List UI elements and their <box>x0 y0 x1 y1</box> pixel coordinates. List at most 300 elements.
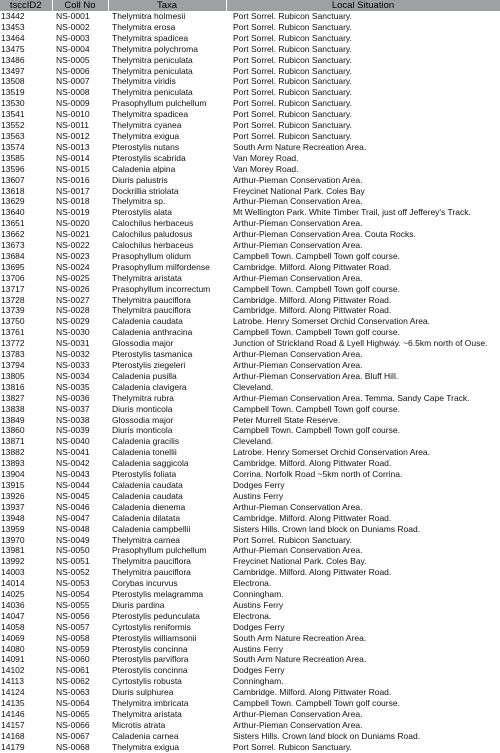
cell-tsccid2: 13442 <box>1 11 25 21</box>
cell-taxa: Caladenia saggicola <box>112 458 189 469</box>
table-row <box>0 698 500 709</box>
cell-tsccid2: 14047 <box>1 610 25 621</box>
table-row <box>0 502 500 513</box>
cell-taxa: Thelymitra exigua <box>112 130 180 141</box>
cell-taxa: Thelymitra pauciflora <box>112 305 191 316</box>
table-row <box>0 578 500 589</box>
cell-coll-no: NS-0037 <box>56 403 90 414</box>
cell-tsccid2: 13530 <box>1 98 25 109</box>
cell-taxa: Thelymitra pauciflora <box>112 556 191 567</box>
cell-local-situation: Arthur-Pieman Conservation Area. <box>233 174 363 185</box>
cell-taxa: Diuris monticola <box>112 403 173 414</box>
cell-tsccid2: 13937 <box>1 501 25 512</box>
cell-coll-no: NS-0049 <box>56 534 90 545</box>
cell-coll-no: NS-0056 <box>56 610 90 621</box>
cell-coll-no: NS-0034 <box>56 370 90 381</box>
cell-tsccid2: 14157 <box>1 719 25 730</box>
cell-local-situation: Van Morey Road. <box>233 152 299 163</box>
table-row <box>0 687 500 698</box>
cell-tsccid2: 14179 <box>1 741 25 752</box>
cell-coll-no: NS-0045 <box>56 490 90 501</box>
cell-tsccid2: 13981 <box>1 545 25 556</box>
cell-taxa: Thelymitra polychroma <box>112 43 198 54</box>
cell-local-situation: Port Sorrel. Rubicon Sanctuary. <box>233 43 352 54</box>
cell-coll-no: NS-0052 <box>56 567 90 578</box>
cell-local-situation: Arthur-Pieman Conservation Area. <box>233 218 363 229</box>
cell-tsccid2: 14113 <box>1 676 25 687</box>
cell-coll-no: NS-0010 <box>56 109 90 120</box>
cell-coll-no: NS-0054 <box>56 589 90 600</box>
cell-taxa: Pterostylis williamsonii <box>112 632 197 643</box>
cell-coll-no: NS-0062 <box>56 676 90 687</box>
cell-local-situation: Electrona. <box>233 610 272 621</box>
table-row <box>0 273 500 284</box>
cell-coll-no: NS-0044 <box>56 479 90 490</box>
cell-taxa: Thelymitra cyanea <box>112 120 182 131</box>
table-row <box>0 240 500 251</box>
cell-local-situation: Arthur-Pieman Conservation Area. Temma. Sandy Cape Track. <box>233 392 470 403</box>
table-row <box>0 305 500 316</box>
cell-taxa: Pterostylis scabrida <box>112 152 186 163</box>
cell-local-situation: Freycinet National Park. Coles Bay. <box>233 556 367 567</box>
table-row <box>0 469 500 480</box>
cell-tsccid2: 13519 <box>1 87 25 98</box>
cell-taxa: Diuris sulphurea <box>112 687 174 698</box>
cell-tsccid2: 13629 <box>1 196 25 207</box>
cell-local-situation: Conningham. <box>233 676 284 687</box>
cell-coll-no: NS-0035 <box>56 381 90 392</box>
cell-local-situation: Campbell Town. Campbell Town golf course. <box>233 425 400 436</box>
cell-local-situation: Arthur-Pieman Conservation Area. <box>233 349 363 360</box>
cell-local-situation: Port Sorrel. Rubicon Sanctuary. <box>233 32 352 43</box>
cell-taxa: Glossodia major <box>112 414 174 425</box>
cell-tsccid2: 13783 <box>1 349 25 360</box>
cell-taxa: Prasophyllum pulchellum <box>112 98 207 109</box>
cell-coll-no: NS-0041 <box>56 447 90 458</box>
cell-local-situation: Cambridge. Milford. Along Pittwater Road. <box>233 687 392 698</box>
table-row <box>0 33 500 44</box>
cell-taxa: Thelymitra spadicea <box>112 32 189 43</box>
cell-tsccid2: 14124 <box>1 687 25 698</box>
table-row <box>0 404 500 415</box>
cell-tsccid2: 14058 <box>1 621 25 632</box>
table-row <box>0 55 500 66</box>
cell-taxa: Calochilus paludosus <box>112 229 193 240</box>
table-row <box>0 480 500 491</box>
cell-taxa: Diuris monticola <box>112 425 173 436</box>
cell-local-situation: Austins Ferry <box>233 490 284 501</box>
column-header-tsccid2: tsccID2 <box>0 0 52 11</box>
table-row <box>0 262 500 273</box>
table-row <box>0 218 500 229</box>
cell-local-situation: Campbell Town. Campbell Town golf course. <box>233 698 400 709</box>
cell-local-situation: Port Sorrel. Rubicon Sanctuary. <box>233 11 352 21</box>
table-row <box>0 742 500 753</box>
table-row <box>0 425 500 436</box>
cell-tsccid2: 13607 <box>1 174 25 185</box>
cell-taxa: Pterostylis concinna <box>112 665 188 676</box>
cell-tsccid2: 13805 <box>1 370 25 381</box>
cell-local-situation: Arthur-Pieman Conservation Area. Couta Rocks. <box>233 229 416 240</box>
cell-tsccid2: 13728 <box>1 294 25 305</box>
cell-local-situation: Arthur-Pieman Conservation Area. Bluff Hill. <box>233 370 399 381</box>
cell-tsccid2: 13970 <box>1 534 25 545</box>
cell-coll-no: NS-0016 <box>56 174 90 185</box>
cell-local-situation: Cambridge. Milford. Along Pittwater Road. <box>233 458 392 469</box>
cell-coll-no: NS-0064 <box>56 698 90 709</box>
table-row <box>0 142 500 153</box>
cell-coll-no: NS-0006 <box>56 65 90 76</box>
table-row <box>0 458 500 469</box>
cell-taxa: Diuris pardina <box>112 599 165 610</box>
cell-local-situation: Port Sorrel. Rubicon Sanctuary. <box>233 65 352 76</box>
table-row <box>0 513 500 524</box>
cell-tsccid2: 13618 <box>1 185 25 196</box>
table-row <box>0 382 500 393</box>
table-row <box>0 131 500 142</box>
cell-tsccid2: 13563 <box>1 130 25 141</box>
cell-tsccid2: 13706 <box>1 272 25 283</box>
cell-taxa: Prasophyllum milfordense <box>112 261 210 272</box>
cell-coll-no: NS-0036 <box>56 392 90 403</box>
cell-local-situation: Peter Murrell State Reserve. <box>233 414 341 425</box>
cell-local-situation: Cambridge. Milford. Along Pittwater Road. <box>233 512 392 523</box>
cell-taxa: Pterostylis ziegeleri <box>112 360 186 370</box>
cell-tsccid2: 13717 <box>1 283 25 294</box>
cell-taxa: Thelymitra sp. <box>112 196 166 207</box>
cell-taxa: Calochilus herbaceus <box>112 218 194 229</box>
cell-tsccid2: 13695 <box>1 261 25 272</box>
cell-local-situation: Sisters Hills. Crown land block on Duniams Road. <box>233 523 421 534</box>
table-row <box>0 338 500 349</box>
table-row <box>0 164 500 175</box>
cell-taxa: Glossodia major <box>112 338 174 349</box>
cell-tsccid2: 13915 <box>1 479 25 490</box>
cell-coll-no: NS-0057 <box>56 621 90 632</box>
cell-local-situation: Van Morey Road. <box>233 163 299 174</box>
table-row <box>0 87 500 98</box>
cell-tsccid2: 14135 <box>1 698 25 709</box>
cell-local-situation: Dodges Ferry <box>233 621 285 632</box>
cell-coll-no: NS-0021 <box>56 229 90 240</box>
cell-local-situation: Cambridge. Milford. Along Pittwater Road. <box>233 294 392 305</box>
cell-taxa: Pterostylis alata <box>112 207 172 218</box>
cell-coll-no: NS-0053 <box>56 578 90 589</box>
cell-local-situation: Arthur-Pieman Conservation Area. <box>233 719 363 730</box>
cell-tsccid2: 14025 <box>1 589 25 600</box>
cell-taxa: Caladenia pusilla <box>112 370 177 381</box>
cell-tsccid2: 13882 <box>1 447 25 458</box>
table-row <box>0 22 500 33</box>
column-header-taxa: Taxa <box>108 0 226 11</box>
cell-tsccid2: 13871 <box>1 436 25 447</box>
cell-tsccid2: 14080 <box>1 643 25 654</box>
cell-taxa: Pterostylis foliata <box>112 469 177 480</box>
cell-local-situation: Port Sorrel. Rubicon Sanctuary. <box>233 21 352 32</box>
cell-tsccid2: 14168 <box>1 730 25 741</box>
cell-coll-no: NS-0059 <box>56 643 90 654</box>
cell-tsccid2: 13486 <box>1 54 25 65</box>
cell-taxa: Caladenia tonellii <box>112 447 177 458</box>
header-row <box>0 0 500 11</box>
column-header-coll-no: Coll No <box>52 0 108 11</box>
cell-tsccid2: 13893 <box>1 458 25 469</box>
cell-tsccid2: 13827 <box>1 392 25 403</box>
cell-taxa: Thelymitra viridis <box>112 76 176 87</box>
cell-taxa: Thelymitra pauciflora <box>112 567 191 578</box>
cell-tsccid2: 13508 <box>1 76 25 87</box>
cell-taxa: Caladenia anthracina <box>112 327 193 338</box>
table-row <box>0 153 500 164</box>
cell-local-situation: Port Sorrel. Rubicon Sanctuary. <box>233 120 352 131</box>
cell-taxa: Cyrtostylis robusta <box>112 676 182 687</box>
table-row <box>0 633 500 644</box>
cell-coll-no: NS-0013 <box>56 141 90 152</box>
cell-coll-no: NS-0048 <box>56 523 90 534</box>
cell-local-situation: Austins Ferry <box>233 599 284 610</box>
cell-tsccid2: 13596 <box>1 163 25 174</box>
cell-local-situation: Cambridge. Milford. Along Pittwater Road. <box>233 305 392 316</box>
cell-local-situation: Port Sorrel. Rubicon Sanctuary. <box>233 534 352 545</box>
cell-local-situation: Port Sorrel. Rubicon Sanctuary. <box>233 76 352 87</box>
cell-coll-no: NS-0005 <box>56 54 90 65</box>
cell-tsccid2: 13541 <box>1 109 25 120</box>
cell-coll-no: NS-0012 <box>56 130 90 141</box>
cell-local-situation: Cleveland. <box>233 381 274 392</box>
table-row <box>0 316 500 327</box>
cell-tsccid2: 13750 <box>1 316 25 327</box>
cell-tsccid2: 13739 <box>1 305 25 316</box>
cell-local-situation: South Arm Nature Recreation Area. <box>233 141 367 152</box>
cell-coll-no: NS-0039 <box>56 425 90 436</box>
cell-coll-no: NS-0025 <box>56 272 90 283</box>
table-row <box>0 207 500 218</box>
cell-coll-no: NS-0026 <box>56 283 90 294</box>
cell-coll-no: NS-0011 <box>56 120 89 131</box>
cell-local-situation: Conningham. <box>233 589 284 600</box>
cell-local-situation: Dodges Ferry <box>233 479 285 490</box>
cell-taxa: Caladenia dienema <box>112 501 186 512</box>
cell-tsccid2: 13497 <box>1 65 25 76</box>
cell-coll-no: NS-0063 <box>56 687 90 698</box>
cell-local-situation: Campbell Town. Campbell Town golf course. <box>233 403 400 414</box>
table-row <box>0 295 500 306</box>
table-row <box>0 644 500 655</box>
cell-coll-no: NS-0033 <box>56 360 90 370</box>
table-row <box>0 76 500 87</box>
cell-coll-no: NS-0051 <box>56 556 90 567</box>
cell-local-situation: Junction of Strickland Road & Lyell Highway. ~6.5km north of Ouse. <box>233 338 488 349</box>
cell-tsccid2: 13761 <box>1 327 25 338</box>
cell-tsccid2: 13662 <box>1 229 25 240</box>
cell-coll-no: NS-0003 <box>56 32 90 43</box>
cell-local-situation: Arthur-Pieman Conservation Area. <box>233 501 363 512</box>
cell-coll-no: NS-0038 <box>56 414 90 425</box>
table-row <box>0 66 500 77</box>
table-row <box>0 415 500 426</box>
cell-local-situation: Arthur-Pieman Conservation Area. <box>233 545 363 556</box>
table-row <box>0 491 500 502</box>
cell-local-situation: South Arm Nature Recreation Area. <box>233 632 367 643</box>
cell-coll-no: NS-0065 <box>56 709 90 719</box>
cell-tsccid2: 13453 <box>1 21 25 32</box>
table-row <box>0 676 500 687</box>
cell-taxa: Thelymitra aristata <box>112 709 182 719</box>
cell-coll-no: NS-0060 <box>56 654 90 665</box>
cell-tsccid2: 13574 <box>1 141 25 152</box>
table-row <box>0 229 500 240</box>
cell-local-situation: Cambridge. Milford. Along Pittwater Road. <box>233 261 392 272</box>
cell-coll-no: NS-0004 <box>56 43 90 54</box>
cell-taxa: Prasophyllum incorrectum <box>112 283 211 294</box>
cell-coll-no: NS-0027 <box>56 294 90 305</box>
cell-tsccid2: 14146 <box>1 709 25 719</box>
cell-coll-no: NS-0066 <box>56 719 90 730</box>
cell-coll-no: NS-0007 <box>56 76 90 87</box>
cell-local-situation: Cleveland. <box>233 436 274 447</box>
cell-local-situation: Port Sorrel. Rubicon Sanctuary. <box>233 109 352 120</box>
table-row <box>0 731 500 742</box>
cell-taxa: Pterostylis parviflora <box>112 654 189 665</box>
cell-local-situation: Latrobe. Henry Somerset Orchid Conservation Area. <box>233 316 431 327</box>
cell-coll-no: NS-0001 <box>56 11 90 21</box>
table-row <box>0 109 500 120</box>
cell-taxa: Thelymitra aristata <box>112 272 182 283</box>
cell-taxa: Prasophyllum pulchellum <box>112 545 207 556</box>
cell-taxa: Thelymitra exigua <box>112 741 180 752</box>
table-row <box>0 436 500 447</box>
table-row <box>0 622 500 633</box>
table-row <box>0 11 500 22</box>
cell-taxa: Prasophyllum olidum <box>112 250 191 261</box>
cell-coll-no: NS-0046 <box>56 501 90 512</box>
cell-tsccid2: 13904 <box>1 469 25 480</box>
cell-coll-no: NS-0032 <box>56 349 90 360</box>
cell-local-situation: Campbell Town. Campbell Town golf course. <box>233 327 400 338</box>
cell-tsccid2: 13651 <box>1 218 25 229</box>
cell-taxa: Pterostylis melagramma <box>112 589 204 600</box>
cell-coll-no: NS-0031 <box>56 338 90 349</box>
cell-local-situation: Freycinet National Park. Coles Bay <box>233 185 365 196</box>
table-row <box>0 284 500 295</box>
cell-taxa: Caladenia caudata <box>112 479 183 490</box>
cell-coll-no: NS-0020 <box>56 218 90 229</box>
cell-tsccid2: 14003 <box>1 567 25 578</box>
table-row <box>0 720 500 731</box>
cell-taxa: Thelymitra imbricata <box>112 698 189 709</box>
cell-local-situation: Port Sorrel. Rubicon Sanctuary. <box>233 741 352 752</box>
cell-taxa: Caladenia dilatata <box>112 512 181 523</box>
cell-tsccid2: 13552 <box>1 120 25 131</box>
cell-taxa: Pterostylis concinna <box>112 643 188 654</box>
cell-taxa: Caladenia carnea <box>112 730 179 741</box>
table-row <box>0 665 500 676</box>
cell-tsccid2: 13860 <box>1 425 25 436</box>
cell-taxa: Microtis atrata <box>112 719 166 730</box>
cell-local-situation: Mt Wellington Park. White Timber Trail, just off Jefferey's Track. <box>233 207 471 218</box>
cell-local-situation: Cambridge. Milford. Along Pittwater Road. <box>233 567 392 578</box>
cell-coll-no: NS-0017 <box>56 185 90 196</box>
cell-tsccid2: 13464 <box>1 32 25 43</box>
cell-coll-no: NS-0043 <box>56 469 90 480</box>
cell-taxa: Thelymitra rubra <box>112 392 174 403</box>
table-row <box>0 349 500 360</box>
cell-coll-no: NS-0028 <box>56 305 90 316</box>
cell-tsccid2: 13684 <box>1 250 25 261</box>
table-row <box>0 98 500 109</box>
cell-tsccid2: 14091 <box>1 654 25 665</box>
cell-local-situation: Port Sorrel. Rubicon Sanctuary. <box>233 54 352 65</box>
table-row <box>0 600 500 611</box>
table-row <box>0 545 500 556</box>
table-row <box>0 371 500 382</box>
cell-coll-no: NS-0008 <box>56 87 90 98</box>
cell-tsccid2: 14102 <box>1 665 25 676</box>
cell-coll-no: NS-0022 <box>56 240 90 251</box>
table-row <box>0 44 500 55</box>
cell-tsccid2: 13926 <box>1 490 25 501</box>
table-header <box>0 0 500 11</box>
table-row <box>0 360 500 371</box>
cell-taxa: Diuris palustris <box>112 174 168 185</box>
table-row <box>0 589 500 600</box>
cell-coll-no: NS-0030 <box>56 327 90 338</box>
cell-coll-no: NS-0050 <box>56 545 90 556</box>
table-row <box>0 709 500 720</box>
cell-taxa: Caladenia clavigera <box>112 381 187 392</box>
cell-tsccid2: 13585 <box>1 152 25 163</box>
table-row <box>0 196 500 207</box>
cell-local-situation: Sisters Hills. Crown land block on Duniams Road. <box>233 730 421 741</box>
table-row <box>0 393 500 404</box>
cell-local-situation: Arthur-Pieman Conservation Area. <box>233 272 363 283</box>
cell-coll-no: NS-0018 <box>56 196 90 207</box>
cell-taxa: Thelymitra erosa <box>112 21 176 32</box>
cell-taxa: Pterostylis nutans <box>112 141 180 152</box>
cell-coll-no: NS-0047 <box>56 512 90 523</box>
cell-tsccid2: 13992 <box>1 556 25 567</box>
cell-local-situation: South Arm Nature Recreation Area. <box>233 654 367 665</box>
cell-local-situation: Arthur-Pieman Conservation Area. <box>233 240 363 251</box>
cell-local-situation: Corrina. Norfolk Road ~5km north of Corrina. <box>233 469 403 480</box>
cell-tsccid2: 13838 <box>1 403 25 414</box>
cell-tsccid2: 14014 <box>1 578 25 589</box>
cell-coll-no: NS-0023 <box>56 250 90 261</box>
table-row <box>0 567 500 578</box>
cell-tsccid2: 13816 <box>1 381 25 392</box>
table-row <box>0 251 500 262</box>
cell-taxa: Cyrtostylis reniformis <box>112 621 191 632</box>
cell-coll-no: NS-0042 <box>56 458 90 469</box>
cell-local-situation: Port Sorrel. Rubicon Sanctuary. <box>233 130 352 141</box>
table-row <box>0 535 500 546</box>
cell-taxa: Thelymitra peniculata <box>112 87 193 98</box>
cell-tsccid2: 14036 <box>1 599 25 610</box>
cell-taxa: Caladenia caudata <box>112 316 183 327</box>
cell-tsccid2: 13640 <box>1 207 25 218</box>
cell-taxa: Pterostylis tasmanica <box>112 349 193 360</box>
cell-taxa: Pterostylis pedunculata <box>112 610 200 621</box>
table-row <box>0 524 500 535</box>
table-row <box>0 175 500 186</box>
table-row <box>0 327 500 338</box>
table-row <box>0 654 500 665</box>
cell-coll-no: NS-0068 <box>56 741 90 752</box>
cell-local-situation: Campbell Town. Campbell Town golf course. <box>233 283 400 294</box>
cell-coll-no: NS-0058 <box>56 632 90 643</box>
cell-tsccid2: 13959 <box>1 523 25 534</box>
cell-coll-no: NS-0009 <box>56 98 90 109</box>
